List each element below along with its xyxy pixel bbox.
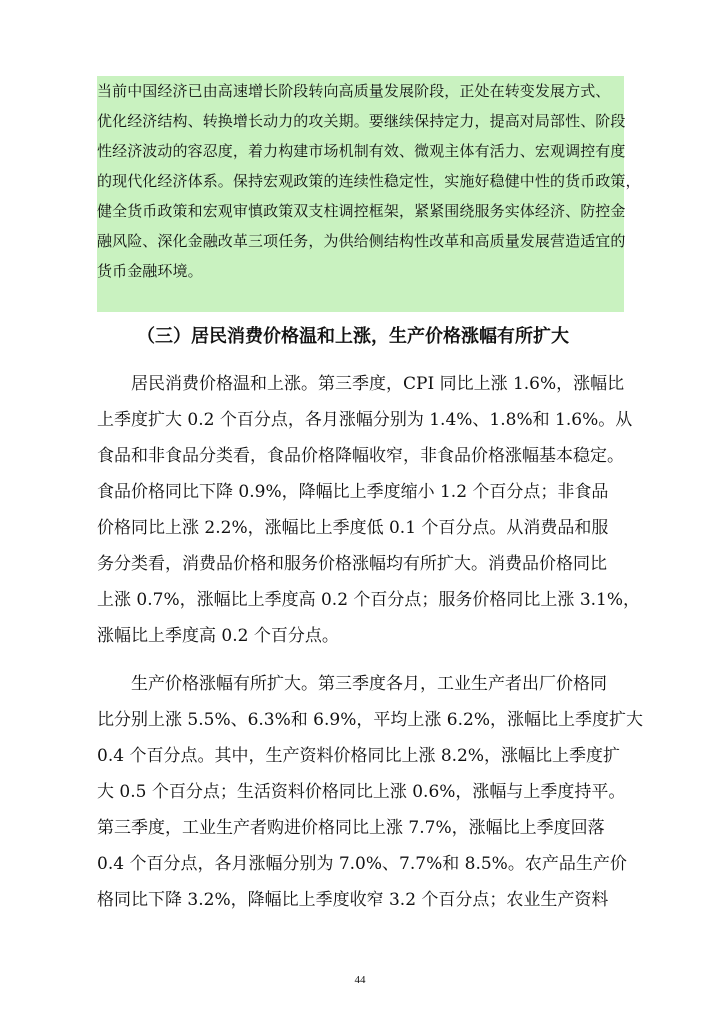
- highlighted-summary-box: [97, 76, 641, 312]
- body-line: 生产价格涨幅有所扩大。第三季度各月，工业生产者出厂价格同: [97, 674, 607, 694]
- body-line: 格同比下降 3.2%，降幅比上季度收窄 3.2 个百分点；农业生产资料: [97, 890, 609, 910]
- body-line: 价格同比上涨 2.2%，涨幅比上季度低 0.1 个百分点。从消费品和服: [97, 518, 609, 538]
- body-line: 比分别上涨 5.5%、6.3%和 6.9%，平均上涨 6.2%，涨幅比上季度扩大: [97, 710, 643, 730]
- highlight-line: 优化经济结构、转换增长动力的攻关期。要继续保持定力，提高对局部性、阶段: [97, 112, 626, 130]
- page-number: 44: [354, 974, 366, 986]
- highlight-line: 健全货币政策和宏观审慎政策双支柱调控框架，紧紧围绕服务实体经济、防控金: [97, 202, 626, 220]
- body-line: 务分类看，消费品价格和服务价格涨幅均有所扩大。消费品价格同比: [97, 554, 607, 574]
- highlight-line: 融风险、深化金融改革三项任务，为供给侧结构性改革和高质量发展营造适宜的: [97, 232, 626, 250]
- highlight-line: 货币金融环境。: [97, 262, 203, 280]
- highlight-line: 性经济波动的容忍度，着力构建市场机制有效、微观主体有活力、宏观调控有度: [97, 142, 626, 160]
- body-line: 0.4 个百分点，各月涨幅分别为 7.0%、7.7%和 8.5%。农产品生产价: [97, 854, 627, 874]
- body-line: 大 0.5 个百分点；生活资料价格同比上涨 0.6%，涨幅与上季度持平。: [97, 782, 626, 802]
- highlight-line: 当前中国经济已由高速增长阶段转向高质量发展阶段，正处在转变发展方式、: [97, 82, 611, 100]
- body-line: 涨幅比上季度高 0.2 个百分点。: [97, 626, 339, 646]
- body-line: 上涨 0.7%，涨幅比上季度高 0.2 个百分点；服务价格同比上涨 3.1%，: [97, 590, 641, 610]
- body-line: 食品和非食品分类看，食品价格降幅收窄，非食品价格涨幅基本稳定。: [97, 446, 624, 466]
- body-line: 0.4 个百分点。其中，生产资料价格同比上涨 8.2%，涨幅比上季度扩: [97, 746, 621, 766]
- section-heading: （三）居民消费价格温和上涨，生产价格涨幅有所扩大: [137, 326, 569, 347]
- highlight-line: 的现代化经济体系。保持宏观政策的连续性稳定性，实施好稳健中性的货币政策，: [97, 172, 641, 190]
- body-line: 食品价格同比下降 0.9%，降幅比上季度缩小 1.2 个百分点；非食品: [97, 482, 609, 502]
- body-line: 第三季度，工业生产者购进价格同比上涨 7.7%，涨幅比上季度回落: [97, 818, 605, 838]
- body-line: 居民消费价格温和上涨。第三季度，CPI 同比上涨 1.6%，涨幅比: [97, 374, 625, 394]
- body-line: 上季度扩大 0.2 个百分点，各月涨幅分别为 1.4%、1.8%和 1.6%。从: [97, 410, 633, 430]
